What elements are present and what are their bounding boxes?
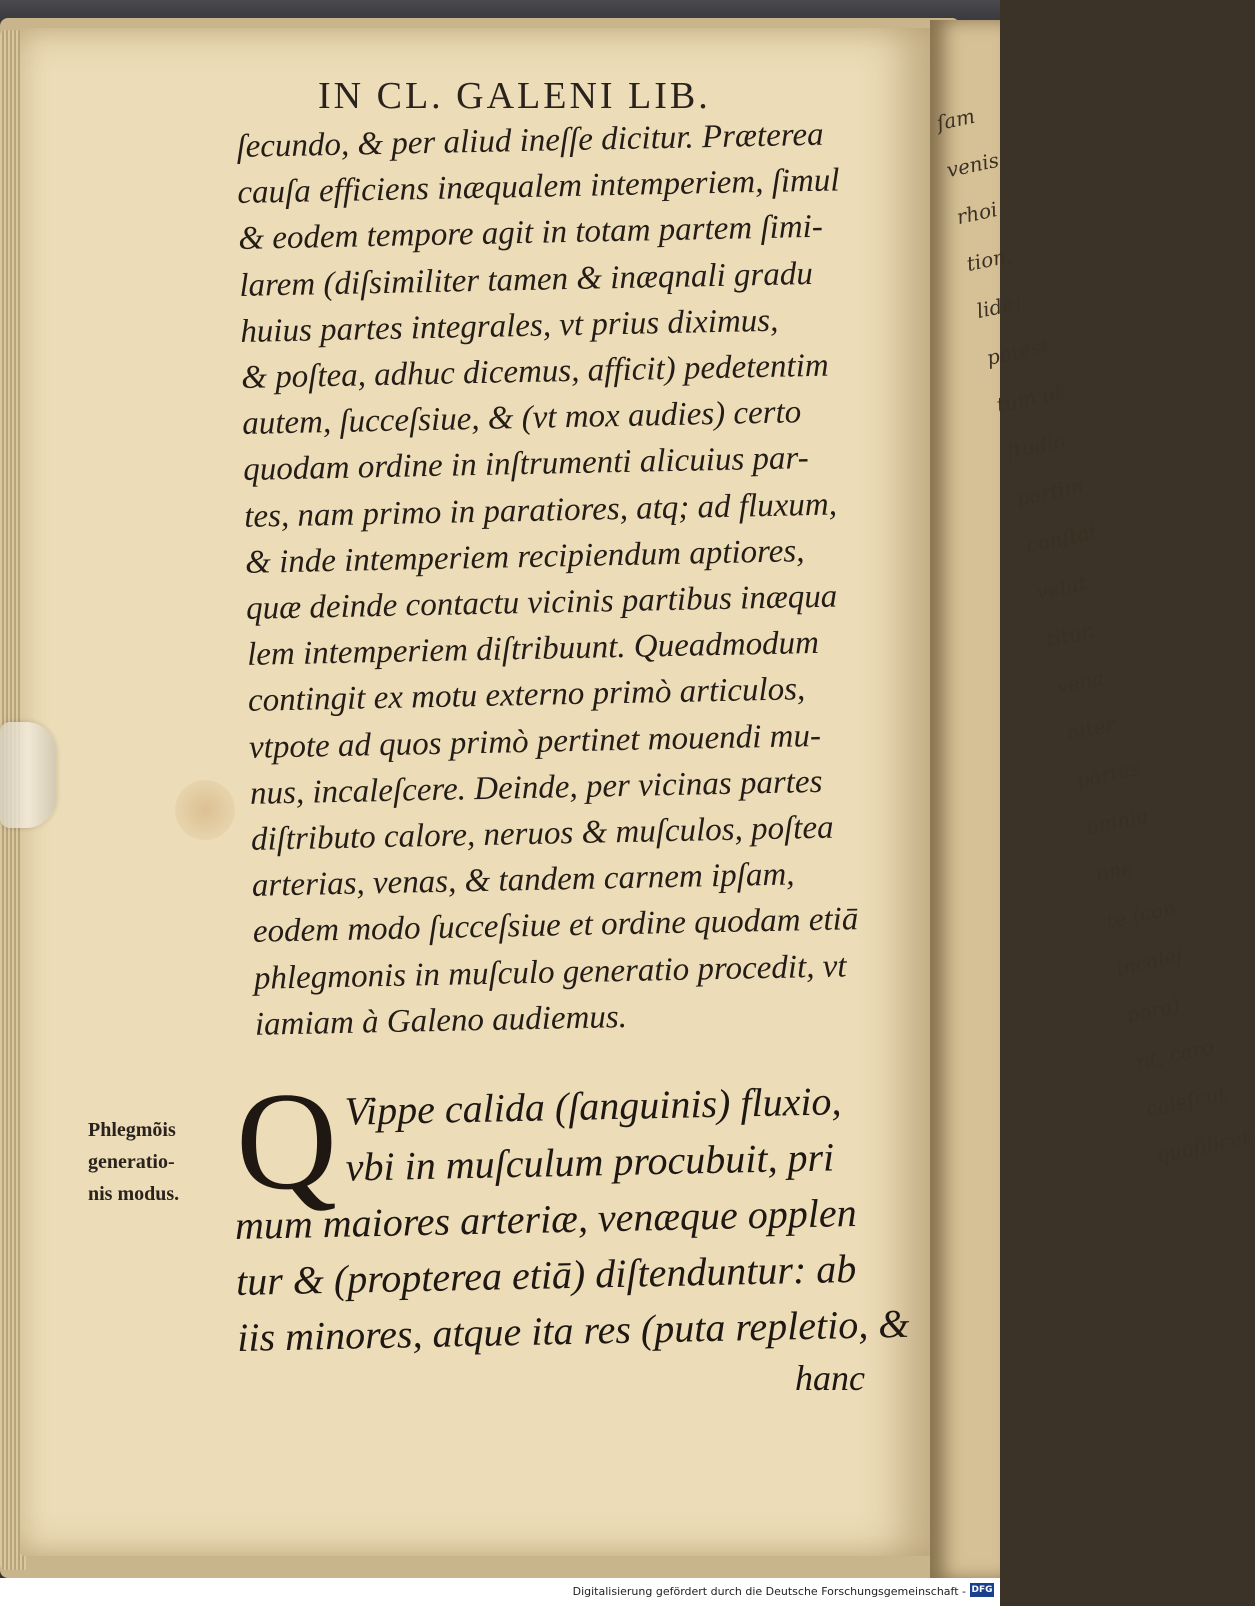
facing-page-fragment: venis xyxy=(944,147,1002,183)
digitization-credit: Digitalisierung gefördert durch die Deutsche Forschungsgemeinschaft - xyxy=(572,1585,966,1598)
text-line: lem intemperiem diſtribuunt. Queadmodum xyxy=(246,625,820,674)
text-line: arterias, venas, & tandem carnem ipſam, xyxy=(251,856,795,905)
facing-page-fragment: te (con xyxy=(1104,895,1178,934)
facing-page-fragment: quaſilicet xyxy=(1154,1124,1253,1169)
text-line: larem (diſsimiliter tamen & inæqnali gradu xyxy=(239,255,814,304)
facing-page-fragment: ſam xyxy=(934,103,977,136)
catchword: hanc xyxy=(795,1358,865,1398)
large-text-line: tur & (propterea etiā) diſtenduntur: ab xyxy=(235,1245,857,1304)
text-line: eodem modo ſucceſsiue et ordine quodam etiā xyxy=(252,901,859,951)
facing-page-fragment: omnia xyxy=(1084,803,1151,840)
text-line: & eodem tempore agit in totam partem ſimi- xyxy=(238,209,824,258)
large-text-line: Vippe calida (ſanguinis) fluxio, xyxy=(344,1078,842,1134)
text-line: & poſtea, adhuc dicemus, afficit) pedetentim xyxy=(240,347,830,396)
facing-page-fragment: one xyxy=(1094,855,1136,887)
facing-page-fragment: caleſcut xyxy=(1144,1080,1229,1122)
facing-page-fragment: titur. xyxy=(1044,617,1098,652)
large-text-line: mum maiores arteriæ, venæque opplen xyxy=(234,1189,858,1248)
text-line: ſecundo, & per aliud ineſſe dicitur. Præterea xyxy=(236,116,824,165)
text-line: nus, incaleſcere. Deinde, per vicinas partes xyxy=(249,763,823,812)
margin-note xyxy=(88,1114,228,1210)
large-text-line: iis minores, atque ita res (puta repletio, & xyxy=(236,1300,910,1360)
text-line: autem, ſucceſsiue, & (vt mox audies) certo xyxy=(241,394,802,443)
text-line: diſtributo calore, neruos & muſculos, poſtea xyxy=(250,809,834,858)
text-line: phlegmonis in muſculo generatio procedit, vt xyxy=(253,948,847,997)
page-clip xyxy=(0,722,56,828)
facing-page-fragment: tion, xyxy=(964,243,1015,277)
facing-page-fragment: rhoi xyxy=(954,197,1000,230)
text-line: iamiam à Galeno audiemus. xyxy=(254,998,628,1043)
facing-page-fragment: niter xyxy=(1064,711,1117,746)
facing-page-text xyxy=(932,81,1253,1180)
facing-page-fragment: nt, caro xyxy=(1134,1034,1216,1075)
dfg-logo: DFG xyxy=(971,1585,993,1595)
text-line: quæ deinde contactu vicinis partibus inæqua xyxy=(245,578,838,627)
facing-page-fragment: tum ut xyxy=(994,379,1066,417)
body-text xyxy=(236,111,895,1048)
drop-cap: Q xyxy=(236,1064,338,1219)
margin-note-line: nis modus. xyxy=(88,1183,180,1205)
facing-page-fragment: potest xyxy=(984,333,1052,370)
paper-stain xyxy=(175,780,235,840)
facing-page-fragment: vena xyxy=(1054,665,1107,699)
text-line: cauſa efficiens inæqualem intemperiem, ſimul xyxy=(237,162,840,212)
facing-page-fragment: conſtat xyxy=(1024,519,1100,558)
facing-page-fragment: incaleſ xyxy=(1114,942,1186,981)
facing-page-fragment: partes xyxy=(1074,755,1143,793)
facing-page-fragment: velut xyxy=(1034,570,1089,605)
large-text xyxy=(232,1064,910,1366)
text-line: huius partes integrales, vt prius diximus, xyxy=(239,302,779,350)
facing-page-fragment: ſtudio xyxy=(1004,428,1068,464)
text-line: quodam ordine in inſtrumenti alicuius par- xyxy=(242,440,810,489)
running-head: IN CL. GALENI LIB. xyxy=(318,75,711,117)
margin-note-line: generatio- xyxy=(88,1151,175,1173)
text-line: vtpote ad quos primò pertinet mouendi mu- xyxy=(248,717,822,766)
text-line: & inde intemperiem recipiendum aptiores, xyxy=(244,533,805,581)
text-line: tes, nam primo in paratiores, atq; ad fluxum, xyxy=(243,486,838,535)
facing-page xyxy=(930,20,1253,1580)
facing-page-fragment: partim xyxy=(1014,473,1086,511)
text-line: contingit ex motu externo primò articulos, xyxy=(247,671,806,720)
margin-note-line: Phlegmõis xyxy=(88,1119,176,1141)
large-text-line: vbi in muſculum procubuit, pri xyxy=(345,1134,835,1190)
facing-page-fragment: pora) xyxy=(1124,992,1183,1028)
facing-page-fragment: lide) xyxy=(974,290,1024,324)
